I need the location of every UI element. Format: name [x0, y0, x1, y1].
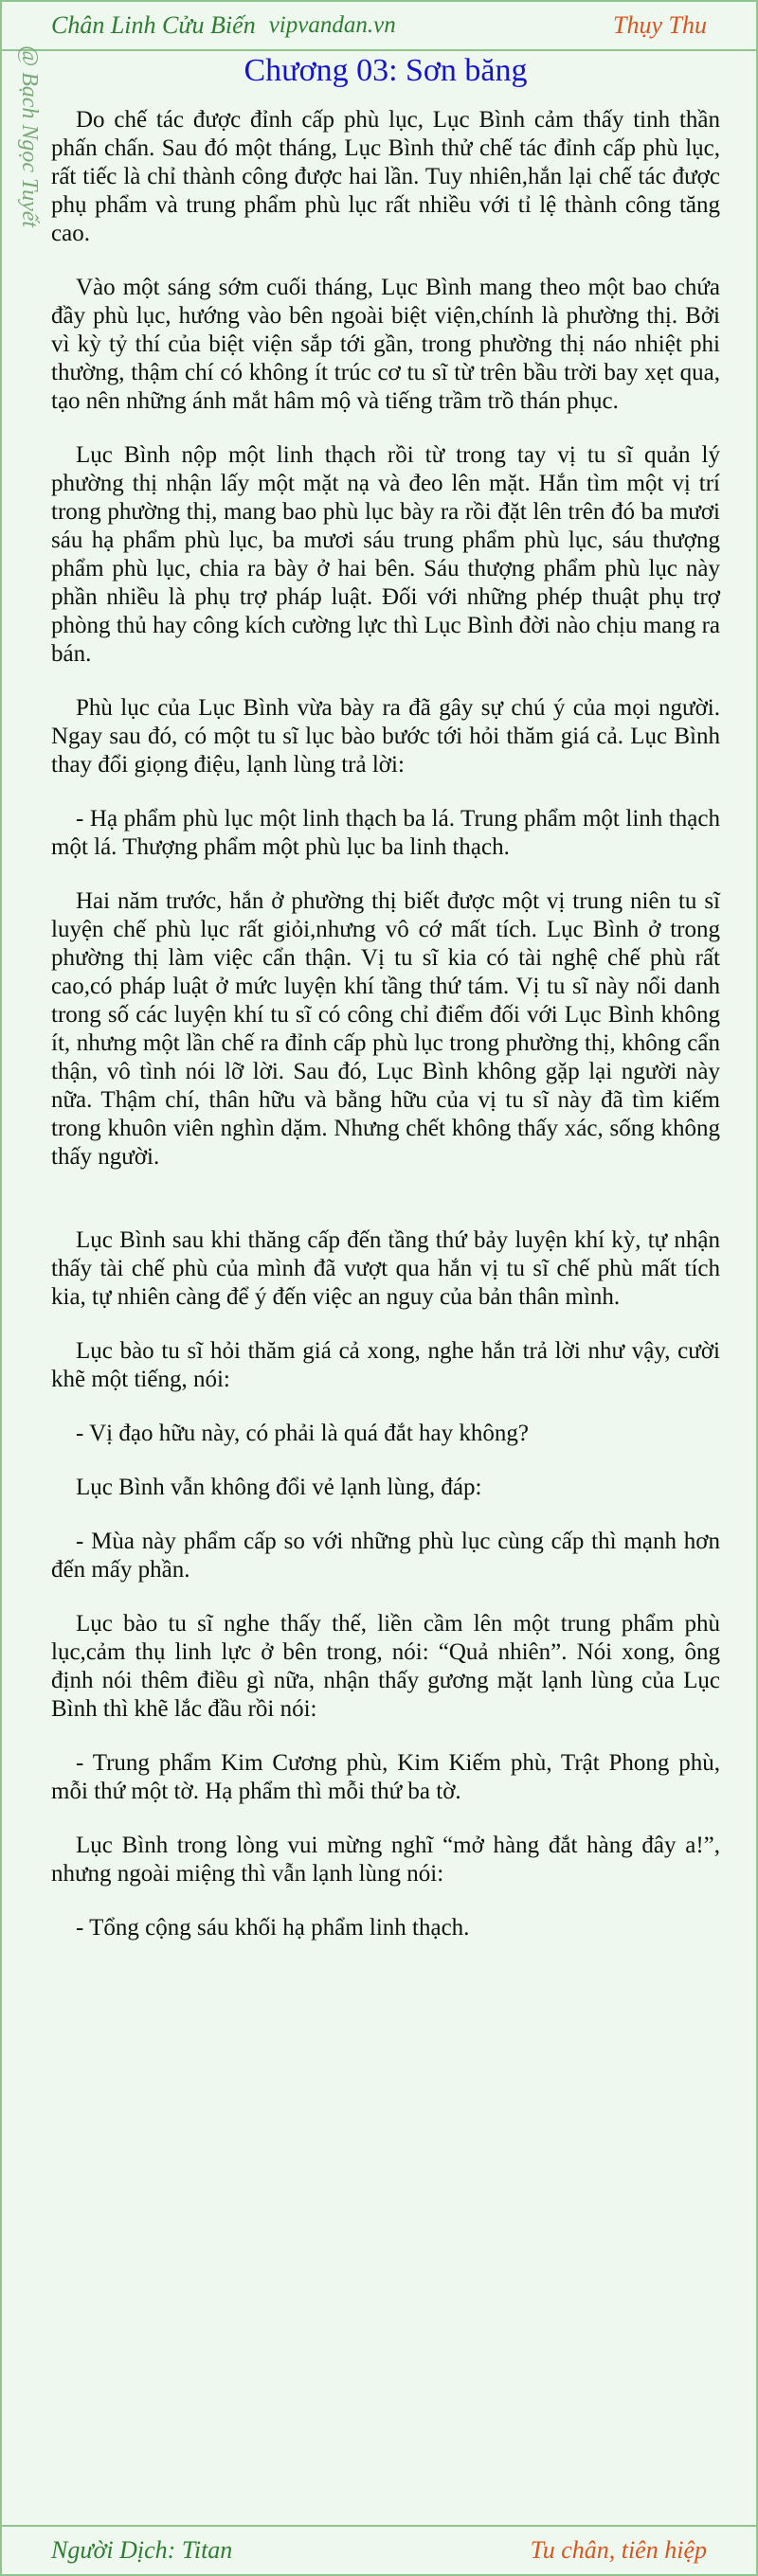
paragraph: - Vị đạo hữu này, có phải là quá đắt hay không?: [76, 1421, 530, 1446]
paragraph: Hai năm trước, hắn ở phường thị biết được một vị trung niên tu sĩ luyện chế phù lục rất giỏi,nhưng vô cớ mất tích. Lục Bình ở trong phường thị làm việc cẩn thận. Vị tu sĩ kia có tài nghệ chế phù rất cao,có pháp luật ở mức luyện khí tầng thứ tám. Vị tu sĩ này nổi danh trong số các luyện khí tu sĩ có công chỉ điểm đối với Lục Bình không ít, nhưng một lần chế ra đỉnh cấp phù lục trong phường thị, không cẩn thận, vô tình nói lỡ lời. Sau đó, Lục Bình không gặp lại người này nữa. Thậm chí, thân hữu và bằng hữu của vị tu sĩ này đã tìm kiếm trong khuôn viên nghìn dặm. Nhưng chết không thấy xác, sống không thấy người.: [51, 888, 720, 1170]
chapter-content: [51, 51, 720, 2513]
paragraph: Lục bào tu sĩ nghe thấy thế, liền cầm lên một trung phẩm phù lục,cảm thụ linh lực ở bên trong, nói: “Quả nhiên”. Nói xong, ông định nói thêm điều gì nữa, nhận thấy gương mặt lạnh lùng của Lục Bình thì khẽ lắc đầu rồi nói:: [51, 1611, 720, 1722]
series-title: Chân Linh Cửu Biến: [51, 11, 256, 39]
paragraph: Phù lục của Lục Bình vừa bày ra đã gây sự chú ý của mọi người. Ngay sau đó, có một tu sĩ lục bào bước tới hỏi thăm giá cả. Lục Bình thay đổi giọng điệu, lạnh lùng trả lời:: [51, 695, 720, 778]
translator-credit: Người Dịch: Titan: [51, 2536, 233, 2564]
paragraph: - Mùa này phẩm cấp so với những phù lục cùng cấp thì mạnh hơn đến mấy phần.: [51, 1529, 720, 1583]
watermark-label: @ Bạch Ngọc Tuyết: [17, 45, 42, 228]
paragraph: - Tổng cộng sáu khối hạ phẩm linh thạch.: [76, 1915, 470, 1941]
site-name: vipvandan.vn: [268, 12, 396, 38]
paragraph: - Hạ phẩm phù lục một linh thạch ba lá. Trung phẩm một linh thạch một lá. Thượng phẩm một phù lục ba linh thạch.: [51, 806, 720, 860]
author-name: Thụy Thu: [613, 11, 707, 39]
paragraph: Do chế tác được đỉnh cấp phù lục, Lục Bình cảm thấy tinh thần phấn chấn. Sau đó một tháng, Lục Bình thử chế tác đỉnh cấp phù lục, rất tiếc là chỉ thành công được hai lần. Tuy nhiên,hắn lại chế tác được phụ phẩm và trung phẩm phù lục rất nhiều với tỉ lệ thành công tăng cao.: [51, 107, 720, 246]
page-footer: [2, 2525, 756, 2574]
paragraph: Lục Bình trong lòng vui mừng nghĩ “mở hàng đắt hàng đây a!”, nhưng ngoài miệng thì vẫn lạnh lùng nói:: [51, 1833, 720, 1887]
paragraph: Lục Bình nộp một linh thạch rồi từ trong tay vị tu sĩ quản lý phường thị nhận lấy một mặt nạ và đeo lên mặt. Hắn tìm một vị trí trong phường thị, mang bao phù lục bày ra rồi đặt lên trên đó ba mươi sáu hạ phẩm phù lục, ba mươi sáu trung phẩm phù lục, sáu thượng phẩm phù lục, chia ra bày ở hai bên. Sáu thượng phẩm phù lục này phần nhiều là phụ trợ pháp luật. Đối với những phép thuật phụ trợ phòng thủ hay công kích cường lực thì Lục Bình đời nào chịu mang ra bán.: [51, 442, 720, 667]
paragraph: - Trung phẩm Kim Cương phù, Kim Kiếm phù, Trật Phong phù, mỗi thứ một tờ. Hạ phẩm thì mỗi thứ ba tờ.: [51, 1750, 720, 1804]
page-header: [2, 2, 756, 51]
paragraph: Vào một sáng sớm cuối tháng, Lục Bình mang theo một bao chứa đầy phù lục, hướng vào bên ngoài biệt viện,chính là phường thị. Bởi vì kỳ tỷ thí của biệt viện sắp tới gần, trong phường thị náo nhiệt phi thường, thậm chí có không ít trúc cơ tu sĩ từ trên bầu trời bay xẹt qua, tạo nên những ánh mắt hâm mộ và tiếng trầm trồ thán phục.: [51, 275, 720, 414]
paragraph: Lục Bình vẫn không đổi vẻ lạnh lùng, đáp:: [76, 1475, 482, 1500]
chapter-title: Chương 03: Sơn băng: [244, 53, 528, 88]
paragraph: Lục bào tu sĩ hỏi thăm giá cả xong, nghe hắn trả lời như vậy, cười khẽ một tiếng, nói:: [51, 1338, 720, 1392]
genre-label: Tu chân, tiên hiệp: [530, 2536, 707, 2564]
paragraph: Lục Bình sau khi thăng cấp đến tầng thứ bảy luyện khí kỳ, tự nhận thấy tài chế phù của mình đã vượt qua hắn vị tu sĩ chế phù mất tích kia, tự nhiên càng để ý đến việc an nguy của bản thân mình.: [51, 1227, 720, 1310]
